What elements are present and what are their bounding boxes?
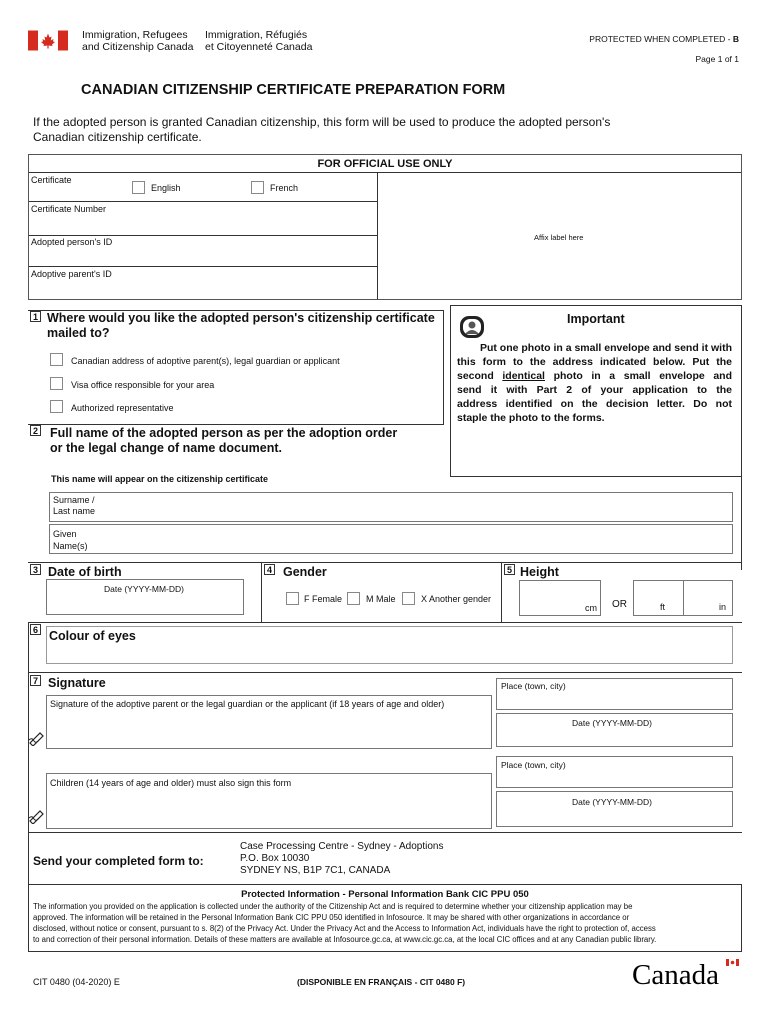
parent-signature-label: Signature of the adoptive parent or the legal guardian or the applicant (if 18 years of age and older) [50,699,445,709]
signature-pen-icon-2 [28,808,46,824]
section4-number: 4 [264,564,275,575]
section6-number: 6 [30,624,41,635]
page-number: Page 1 of 1 [695,54,739,64]
height-cm-unit: cm [585,603,597,613]
signature-pen-icon [28,730,46,746]
mail-option-visa-office-label: Visa office responsible for your area [71,380,215,390]
gender-another-checkbox[interactable] [402,592,415,605]
form-title: CANADIAN CITIZENSHIP CERTIFICATE PREPARATION FORM [81,82,506,98]
photo-icon [459,315,485,339]
date-of-birth-label: Date (YYYY-MM-DD) [104,584,184,594]
certificate-english-checkbox[interactable] [132,181,145,194]
section5-title: Height [520,565,559,579]
section7-title: Signature [48,676,106,690]
mailing-address: Case Processing Centre - Sydney - Adoptions P.O. Box 10030 SYDNEY NS, B1P 7C1, CANADA [240,841,444,876]
official-use-heading: FOR OFFICIAL USE ONLY [317,158,453,170]
mail-option-canadian-address-checkbox[interactable] [50,353,63,366]
certificate-french-checkbox[interactable] [251,181,264,194]
given-names-label: Given Name(s) [53,529,88,551]
section5-number: 5 [504,564,515,575]
section4-title: Gender [283,565,327,579]
child-signature-label: Children (14 years of age and older) must also sign this form [50,778,292,788]
mail-option-representative-checkbox[interactable] [50,400,63,413]
height-in-unit: in [719,602,727,612]
certificate-label: Certificate [31,175,72,185]
gender-male-checkbox[interactable] [347,592,360,605]
section1-number: 1 [30,311,41,322]
affix-label-area: Affix label here [534,233,584,242]
intro-text: If the adopted person is granted Canadian citizenship, this form will be used to produce the adopted person's Canadian citizenship certificate. [33,115,611,144]
department-name-en: Immigration, Refugees and Citizenship Canada [82,29,194,53]
privacy-title: Protected Information - Personal Information Bank CIC PPU 050 [241,889,529,900]
certificate-number-field[interactable] [29,201,378,235]
given-names-field[interactable] [49,524,733,554]
gender-male-label: M Male [366,594,396,604]
section2-note: This name will appear on the citizenship certificate [51,474,269,484]
canada-wordmark: Canada [632,958,742,992]
surname-field[interactable] [49,492,733,522]
certificate-english-label: English [151,183,181,193]
height-or-label: OR [612,599,627,610]
canada-flag-icon [28,30,68,51]
section2-title: Full name of the adopted person as per the adoption order or the legal change of name document. [50,426,398,455]
section2-number: 2 [30,425,41,436]
mail-option-visa-office-checkbox[interactable] [50,377,63,390]
important-text: Put one photo in a small envelope and send it with this form to the address indicated below. Put the second identical photo in a small envelope and send it with Part 2 of your application to the address identified on the decision letter. Do not staple the photo to the forms. [457,342,732,424]
department-name-fr: Immigration, Réfugiés et Citoyenneté Canada [205,29,313,53]
gender-female-checkbox[interactable] [286,592,299,605]
adopted-person-id-label: Adopted person's ID [31,237,113,247]
section3-title: Date of birth [48,565,122,579]
surname-label: Surname / Last name [53,495,96,516]
section1-title: Where would you like the adopted person's citizenship certificate mailed to? [47,311,435,340]
section3-number: 3 [30,564,41,575]
privacy-text: The information you provided on the application is collected under the authority of the Citizenship Act and is required to determine whether your citizenship application may be approved. The information will be retained in the Personal Information Bank CIC PPU 050 identified in Infosource. It may be shared with other organizations in accordance or disclosed, without notice or consent, pursuant to s. 8(2) of the Privacy Act. Under the Privacy Act and the Access to Information Act, individuals have the right to protection of, access to and correction of their personal information. Details of these matters are available at Infosource.gc.ca, at www.cic.gc.ca, at the local CIC offices and at any Canadian public library. [33,902,657,944]
french-version-note: (DISPONIBLE EN FRANÇAIS - CIT 0480 F) [297,977,466,987]
send-to-label: Send your completed form to: [33,854,204,868]
section6-title: Colour of eyes [49,629,136,643]
adoptive-parent-id-label: Adoptive parent's ID [31,269,112,279]
form-code: CIT 0480 (04-2020) E [33,977,120,987]
important-box [450,305,742,477]
date-label-2: Date (YYYY-MM-DD) [572,797,652,807]
gender-another-label: X Another gender [421,594,492,604]
place-label-2: Place (town, city) [501,760,566,770]
mail-option-canadian-address-label: Canadian address of adoptive parent(s), legal guardian or applicant [71,356,340,366]
height-ft-unit: ft [660,602,666,612]
certificate-number-label: Certificate Number [31,204,107,214]
eye-colour-field[interactable] [46,626,733,664]
date-label-1: Date (YYYY-MM-DD) [572,718,652,728]
place-label-1: Place (town, city) [501,681,566,691]
important-title: Important [567,312,625,326]
wordmark-flag-icon [726,959,739,966]
mail-option-representative-label: Authorized representative [71,403,174,413]
official-use-section [28,154,742,300]
gender-female-label: F Female [304,594,343,604]
protected-notice: PROTECTED WHEN COMPLETED - B [589,34,739,44]
privacy-notice [28,884,742,952]
section7-number: 7 [30,675,41,686]
certificate-french-label: French [270,183,299,193]
